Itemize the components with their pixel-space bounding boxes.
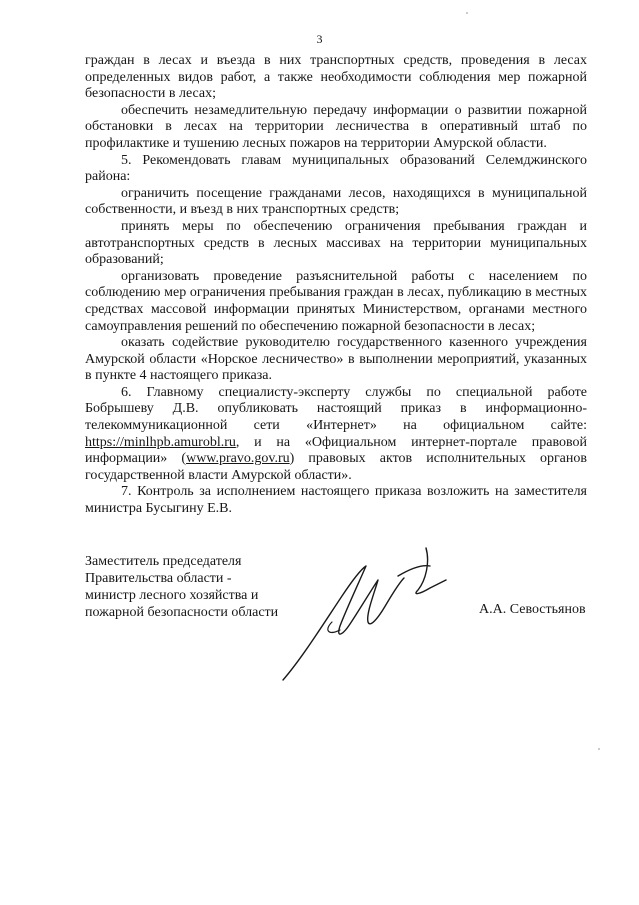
paragraph-4-item-2: обеспечить незамедлительную передачу информации о развитии пожарной обстановки в лесах на территории лесничества в оперативный штаб по профилактике и тушению лесных пожаров на территории Амурской области. xyxy=(85,102,587,151)
signatory-title-line: Заместитель председателя xyxy=(85,554,242,569)
signatory-title xyxy=(85,553,305,621)
page-number: 3 xyxy=(316,32,323,46)
paragraph-6-text-b: , и на «Официальном интернет-портале правовой информации» ( xyxy=(85,434,587,467)
paragraph-5-item-1: ограничить посещение гражданами лесов, находящихся в муниципальной собственности, и въезд в них транспортных средств; xyxy=(85,185,587,218)
document-body xyxy=(85,53,587,518)
paragraph-4-continuation: граждан в лесах и въезда в них транспортных средств, проведения в лесах определенных видов работ, а также необходимости соблюдения мер пожарной безопасности в лесах; xyxy=(85,53,587,102)
paragraph-6-text-a: 6. Главному специалисту-эксперту службы по специальной работе Бобрышеву Д.В. опубликовать настоящий приказ в информационно-телекоммуникационной сети «Интернет» на официальном сайте: xyxy=(85,384,587,434)
paragraph-5-item-2: принять меры по обеспечению ограничения пребывания граждан и автотранспортных средств в лесных массивах на территории муниципальных образований; xyxy=(85,218,587,268)
minlhpb-site-link[interactable]: https://minlhpb.amurobl.ru xyxy=(85,434,236,450)
paragraph-6 xyxy=(85,385,587,485)
pravo-portal-link[interactable]: www.pravo.gov.ru xyxy=(186,451,290,467)
scan-speck xyxy=(466,12,468,14)
paragraph-6-text-c: ) правовых актов исполнительных органов государственной власти Амурской области». xyxy=(85,451,587,483)
paragraph-5-heading: 5. Рекомендовать главам муниципальных образований Селемджинского района: xyxy=(85,152,587,185)
signatory-name: А.А. Севостьянов xyxy=(479,602,586,617)
signatory-title-line: Правительства области - xyxy=(85,571,232,586)
handwritten-signature xyxy=(280,540,450,690)
paragraph-7: 7. Контроль за исполнением настоящего приказа возложить на заместителя министра Бусыгину Е.В. xyxy=(85,484,587,517)
signatory-title-line: пожарной безопасности области xyxy=(85,605,279,620)
scan-speck xyxy=(598,748,600,750)
paragraph-5-item-3: организовать проведение разъяснительной работы с населением по соблюдению мер ограничения пребывания граждан в лесах, публикацию в местных средствах массовой информации принятых Министерством, органами местного самоуправления решений по обеспечению пожарной безопасности в лесах; xyxy=(85,268,587,334)
signatory-title-line: министр лесного хозяйства и xyxy=(85,588,259,603)
paragraph-5-item-4: оказать содействие руководителю государственного казенного учреждения Амурской области «Норское лесничество» в выполнении мероприятий, указанных в пункте 4 настоящего приказа. xyxy=(85,335,587,384)
